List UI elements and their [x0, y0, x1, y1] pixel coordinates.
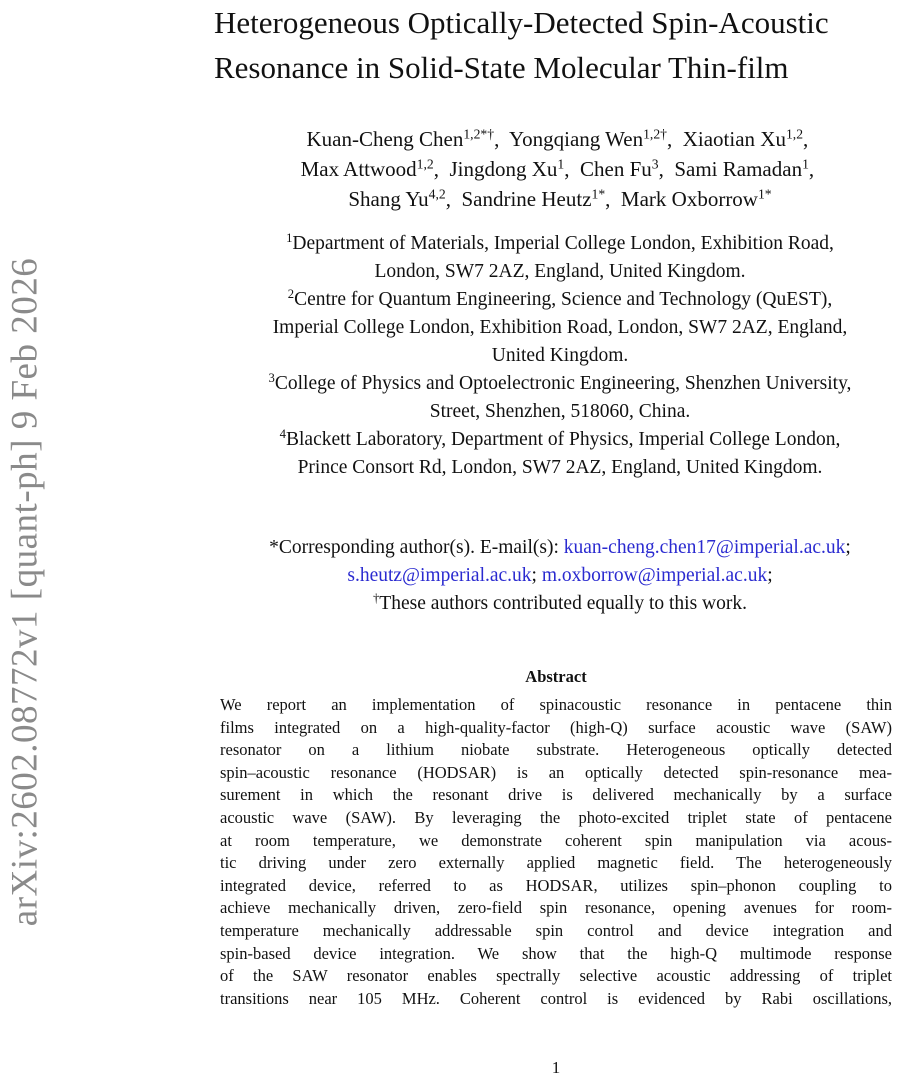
affiliation-number: 2 [287, 287, 295, 302]
email-link[interactable]: kuan-cheng.chen17@imperial.ac.uk [563, 537, 846, 558]
author-name: Sami Ramadan [674, 157, 803, 181]
affiliation-line [190, 370, 916, 398]
author-line: Max Attwood$^{1,2}$, Jingdong Xu$^1$, Chen Fu$^3$, Sami Ramadan$^1$, [300, 156, 820, 181]
affiliation-text: London, SW7 2AZ, England, United Kingdom. [374, 261, 746, 282]
affiliation-number: 1 [286, 231, 293, 246]
affiliation-line [190, 258, 916, 286]
abstract-line: tic driving under zero externally applied magnetic field. The heterogeneously [220, 853, 892, 873]
author-affiliation-mark: 1,2 [416, 156, 434, 172]
abstract-line: We report an implementation of spinacoustic resonance in pentacene thin [220, 695, 892, 714]
author-affiliation-mark: 1,2 [785, 126, 804, 142]
title-line: Heterogeneous Optically-Detected Spin-Acoustic [214, 5, 829, 40]
author [580, 157, 659, 181]
author-list [190, 124, 916, 214]
affiliation-line [190, 286, 916, 314]
affiliation-line [190, 454, 916, 482]
abstract-line: integrated device, referred to as HODSAR, utilizes spin–phonon coupling to [220, 875, 892, 895]
author-affiliation-mark: 1,2† [643, 126, 667, 142]
author-affiliation-mark: 4,2 [428, 186, 446, 202]
abstract-line: acoustic wave (SAW). By leveraging the photo-excited triplet state of pentacene [220, 807, 892, 827]
author [674, 157, 809, 181]
abstract-line: at room temperature, we demonstrate coherent spin manipulation via acous- [220, 830, 892, 850]
author-affiliation-mark: 1* [757, 186, 772, 202]
author-name: Sandrine Heutz [461, 187, 592, 211]
author [301, 157, 434, 181]
author-name: Mark Oxborrow [620, 187, 758, 211]
affiliation-text: College of Physics and Optoelectronic Engineering, Shenzhen University, [274, 373, 852, 394]
author-name: Xiaotian Xu [682, 127, 786, 151]
author [461, 187, 605, 211]
affiliation-line [190, 342, 916, 370]
abstract-line: spin–acoustic resonance (HODSAR) is an optically detected spin-resonance mea- [220, 762, 892, 782]
abstract-line: temperature mechanically addressable spin control and device integration and [220, 920, 892, 940]
arxiv-identifier: arXiv:2602.08772v1 [quant-ph] 9 Feb 2026 [4, 257, 46, 927]
paper-title [214, 0, 829, 90]
author [306, 127, 494, 151]
affiliation-line [190, 314, 916, 342]
affiliation-text: United Kingdom. [491, 345, 629, 366]
affiliation-line [190, 230, 916, 258]
abstract-line: films integrated on a high-quality-factor (high-Q) surface acoustic wave (SAW) [220, 717, 892, 737]
affiliation-line [190, 398, 916, 426]
author-line: Shang Yu$^{4,2}$, Sandrine Heutz$^{1*}$, Mark Oxborrow$^{1*}$ [348, 186, 772, 211]
author-line: Kuan-Cheng Chen$^{1,2*\dagger}$, Yongqiang Wen$^{1,2\dagger}$, Xiaotian Xu$^{1,2}$, [306, 126, 814, 151]
author-name: Yongqiang Wen [509, 127, 644, 151]
affiliation-number: 4 [279, 427, 286, 442]
equal-contribution-note: These authors contributed equally to this work. [379, 593, 748, 614]
abstract-line: transitions near 105 MHz. Coherent control is evidenced by Rabi oscillations, [220, 988, 892, 1008]
email-link[interactable]: s.heutz@imperial.ac.uk [347, 565, 532, 586]
affiliations [190, 230, 916, 482]
author-name: Jingdong Xu [449, 157, 558, 181]
affiliation-number: 3 [268, 371, 275, 386]
author [683, 127, 803, 151]
abstract-line: surement in which the resonant drive is delivered mechanically by a surface [220, 785, 892, 805]
author-name: Shang Yu [348, 187, 429, 211]
author-name: Max Attwood [300, 157, 417, 181]
abstract-line: spin-based device integration. We show that the high-Q multimode response [220, 943, 892, 963]
author [509, 127, 667, 151]
affiliation-text: Prince Consort Rd, London, SW7 2AZ, England, United Kingdom. [297, 457, 823, 478]
author-name: Chen Fu [580, 157, 652, 181]
author [449, 157, 564, 181]
abstract-line: resonator on a lithium niobate substrate. Heterogeneous optically detected [220, 740, 892, 760]
affiliation-text: Street, Shenzhen, 518060, China. [429, 401, 691, 422]
author-affiliation-mark: 1 [802, 156, 809, 172]
abstract-line: of the SAW resonator enables spectrally selective acoustic addressing of triplet [220, 966, 892, 986]
affiliation-text: Blackett Laboratory, Department of Physics, Imperial College London, [285, 429, 841, 450]
author [348, 187, 445, 211]
email-link[interactable]: m.oxborrow@imperial.ac.uk [541, 565, 768, 586]
corresponding-label: *Corresponding author(s). E-mail(s): [269, 537, 564, 558]
author-affiliation-mark: 3 [651, 156, 659, 172]
affiliation-text: Imperial College London, Exhibition Road, London, SW7 2AZ, England, [272, 317, 848, 338]
page-number: 1 [551, 1058, 561, 1076]
abstract-heading: Abstract [525, 667, 587, 686]
affiliation-text: Centre for Quantum Engineering, Science and Technology (QuEST), [294, 289, 833, 310]
corresponding-authors: *Corresponding author(s). E-mail(s): kuan-cheng.chen17@imperial.ac.uk; s.heutz@imperial.ac.uk; m.oxborrow@imperial.ac.uk; †These authors contributed equally to this work. [269, 537, 851, 614]
affiliation-text: Department of Materials, Imperial College London, Exhibition Road, [292, 233, 834, 254]
title-line: Resonance in Solid-State Molecular Thin-film [214, 50, 789, 85]
author [621, 187, 772, 211]
author-affiliation-mark: 1,2*† [463, 126, 495, 142]
dagger-mark: † [372, 591, 380, 606]
author-affiliation-mark: 1* [591, 186, 606, 202]
author-name: Kuan-Cheng Chen [306, 127, 464, 151]
affiliation-line [190, 426, 916, 454]
author-affiliation-mark: 1 [557, 156, 565, 172]
abstract-body [220, 694, 892, 1010]
abstract-line: achieve mechanically driven, zero-field spin resonance, opening avenues for room- [220, 898, 892, 918]
